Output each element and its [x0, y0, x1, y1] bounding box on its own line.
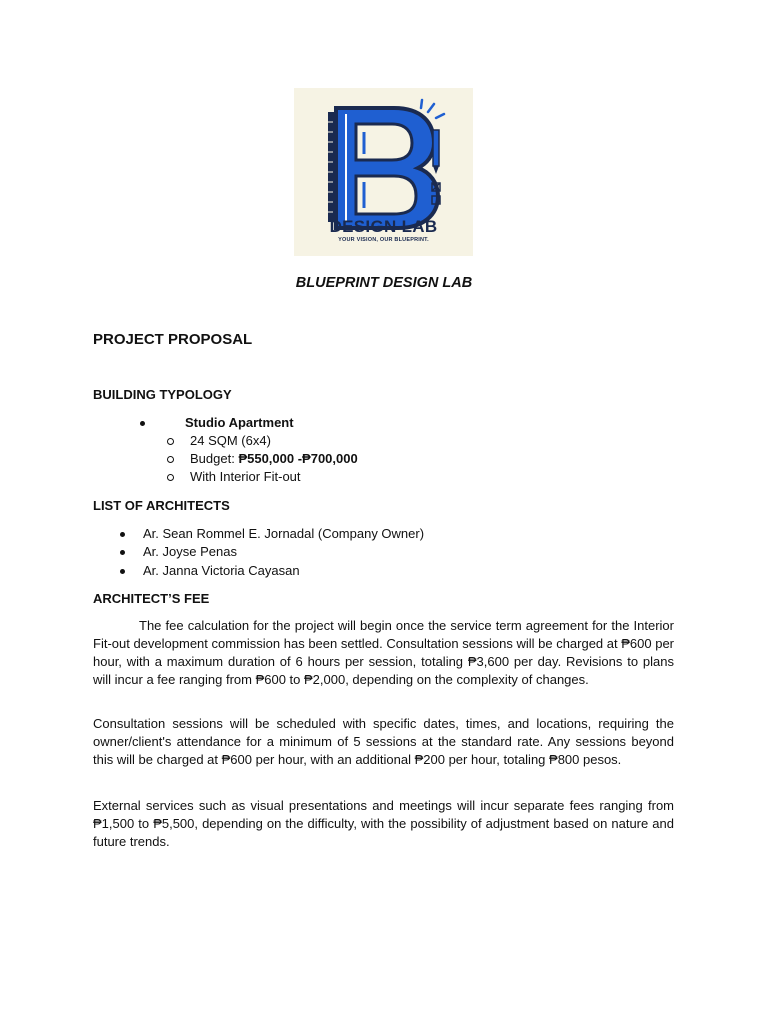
fee-paragraph: The fee calculation for the project will begin once the service term agreement for the Interior Fit-out development commission has been settled. Consultation sessions will be charged at ₱600 per hour, with a maximum duration of 6 hours per session, totaling ₱3,600 per day. Revisions to plans will incur a fee ranging from ₱600 to ₱2,000, depending on the complexity of changes.: [93, 618, 674, 687]
bullet-dot: [120, 550, 125, 555]
budget-value: ₱550,000 -₱700,000: [238, 451, 358, 466]
architects-heading: LIST OF ARCHITECTS: [93, 498, 230, 513]
bullet-dot: [120, 532, 125, 537]
bullet-circle: [167, 456, 174, 463]
bullet-dot: [140, 421, 145, 426]
typology-item: Studio Apartment: [185, 415, 294, 430]
company-logo: [294, 88, 473, 256]
architect-item: Ar. Sean Rommel E. Jornadal (Company Owner): [143, 526, 425, 541]
building-typology-heading: BUILDING TYPOLOGY: [93, 387, 232, 402]
fee-paragraph: Consultation sessions will be scheduled with specific dates, times, and locations, requiring the owner/client's attendance for a minimum of 5 sessions at the standard rate. Any sessions beyond this will be charged at ₱600 per hour, with an additional ₱200 per hour, totaling ₱800 pesos.: [93, 716, 674, 767]
logo-tagline: YOUR VISION, OUR BLUEPRINT.: [338, 237, 429, 243]
typology-fitout: With Interior Fit-out: [190, 469, 301, 484]
document-title: PROJECT PROPOSAL: [93, 331, 253, 348]
architect-item: Ar. Janna Victoria Cayasan: [143, 563, 300, 578]
company-name: BLUEPRINT DESIGN LAB: [295, 275, 473, 291]
bullet-dot: [120, 569, 125, 574]
logo-title: DESIGN LAB: [329, 217, 438, 236]
fee-paragraph: External services such as visual presentations and meetings will incur separate fees ranging from ₱1,500 to ₱5,500, depending on the difficulty, with the possibility of adjustment based on nature and future trends.: [93, 798, 674, 849]
typology-budget: [190, 451, 358, 466]
bullet-circle: [167, 474, 174, 481]
fee-heading: ARCHITECT’S FEE: [93, 591, 210, 606]
bullet-circle: [167, 438, 174, 445]
budget-label: Budget:: [190, 451, 239, 466]
typology-size: 24 SQM (6x4): [190, 433, 271, 448]
architect-item: Ar. Joyse Penas: [143, 544, 237, 559]
